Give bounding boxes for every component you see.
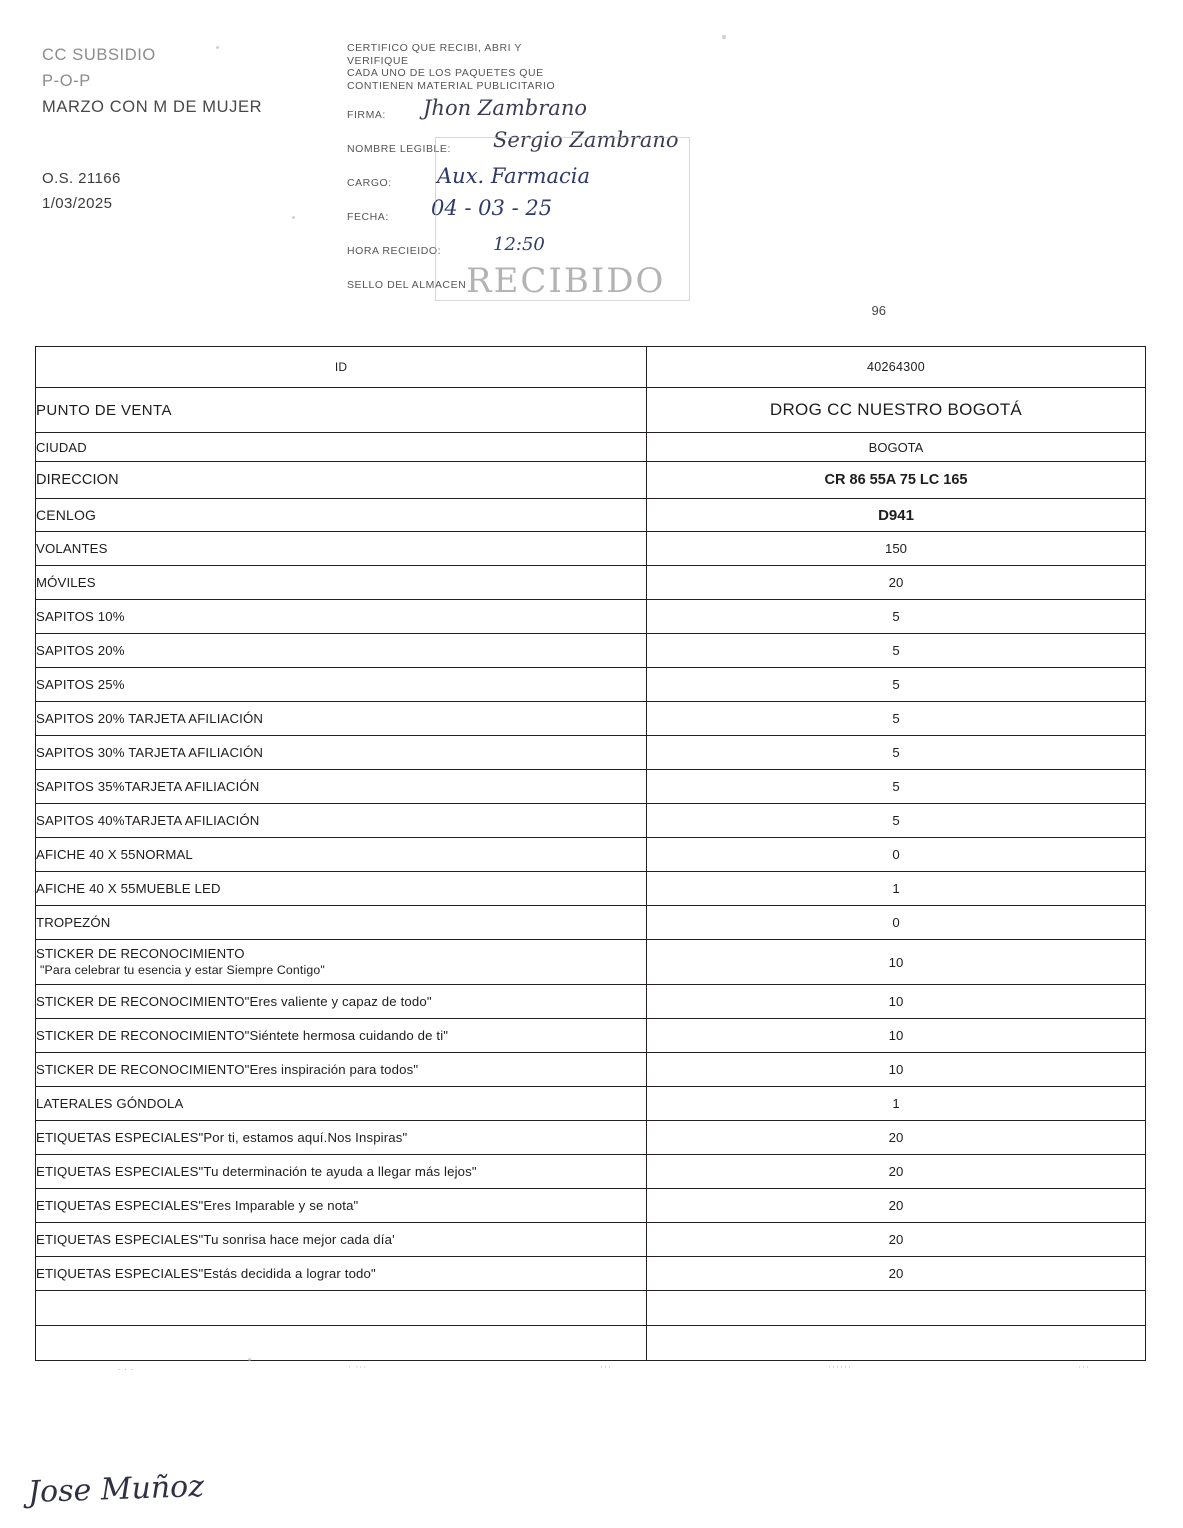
field-fecha-label: FECHA: [347,211,389,223]
table-row-label: STICKER DE RECONOCIMIENTO"Eres valiente y capaz de todo" [36,985,647,1019]
field-firma-label: FIRMA: [347,109,386,121]
table-row-label: AFICHE 40 X 55NORMAL [36,838,647,872]
field-cargo-value: Aux. Farmacia [437,164,591,188]
table-row-label: SAPITOS 25% [36,668,647,702]
table-row-label: ETIQUETAS ESPECIALES"Estás decidida a lograr todo" [36,1257,647,1291]
table-row-value: 10 [647,985,1146,1019]
scan-speck [722,35,726,39]
table-row-label: ETIQUETAS ESPECIALES"Por ti, estamos aquí.Nos Inspiras" [36,1121,647,1155]
table-row-label: LATERALES GÓNDOLA [36,1087,647,1121]
table-row-value: 5 [647,736,1146,770]
table-row [36,838,1146,872]
document-header-left [42,42,332,216]
table-row [36,804,1146,838]
table-row-label: SAPITOS 20% [36,634,647,668]
table-row [36,1189,1146,1223]
table-row-value: 20 [647,1121,1146,1155]
table-row-value: 20 [647,566,1146,600]
received-stamp: RECIBIDO [466,261,666,301]
table-row [36,532,1146,566]
table-row-label: AFICHE 40 X 55MUEBLE LED [36,872,647,906]
certification-statement [347,42,777,92]
table-row [36,433,1146,462]
table-row-value: 20 [647,1223,1146,1257]
table-row [36,1223,1146,1257]
table-row-label [36,1291,647,1326]
table-row [36,940,1146,985]
table-row-label: STICKER DE RECONOCIMIENTO"Eres inspiración para todos" [36,1053,647,1087]
table-row [36,1087,1146,1121]
table-row [36,499,1146,532]
table-row [36,985,1146,1019]
table-row-value: 5 [647,600,1146,634]
table-row-label: SAPITOS 30% TARJETA AFILIACIÓN [36,736,647,770]
table-row [36,906,1146,940]
field-nombre-legible-label: NOMBRE LEGIBLE: [347,143,451,155]
certification-statement-line-1: CERTIFICO QUE RECIBI, ABRI Y [347,42,522,54]
table-row-label: VOLANTES [36,532,647,566]
table-row-value: 1 [647,872,1146,906]
table-row-value: 5 [647,634,1146,668]
order-date: 1/03/2025 [42,195,113,212]
scan-speck [292,216,295,219]
table-row [36,770,1146,804]
table-row-value: 5 [647,702,1146,736]
material-table [35,346,1146,1361]
field-hora-recibido-label: HORA RECIEIDO: [347,245,442,257]
field-cargo-label: CARGO: [347,177,392,189]
table-row [36,566,1146,600]
field-firma-value: Jhon Zambrano [423,96,587,120]
scan-smudge: ··· [600,1362,612,1372]
certification-statement-line-3: CADA UNO DE LOS PAQUETES QUE [347,67,544,79]
table-row-label: CIUDAD [36,433,647,462]
bottom-signature: Jose Muñoz [27,1468,205,1511]
table-row [36,1155,1146,1189]
table-row-value: 10 [647,940,1146,985]
table-row-label: MÓVILES [36,566,647,600]
table-row [36,872,1146,906]
table-row-value: 40264300 [647,347,1146,388]
field-hora-recibido-value: 12:50 [493,234,545,255]
table-row [36,462,1146,499]
field-sello-almacen-label: SELLO DEL ALMACEN [347,279,467,291]
table-row-label [36,940,647,985]
scan-smudge: ··· [1078,1362,1090,1372]
table-row-value: 1 [647,1087,1146,1121]
scan-speck [216,46,219,49]
header-title-line-2: P-O-P [42,72,91,90]
table-row-label: SAPITOS 10% [36,600,647,634]
table-row-value: 150 [647,532,1146,566]
table-row-value: DROG CC NUESTRO BOGOTÁ [647,388,1146,433]
header-title-line-1: CC SUBSIDIO [42,46,156,64]
table-row-label: PUNTO DE VENTA [36,388,647,433]
table-row-value: 20 [647,1257,1146,1291]
table-row-value: 5 [647,770,1146,804]
certification-statement-line-2: VERIFIQUE [347,54,409,67]
table-row-value [647,1291,1146,1326]
table-row [36,1326,1146,1361]
table-row [36,1257,1146,1291]
table-row [36,668,1146,702]
order-number: O.S. 21166 [42,170,121,187]
table-row [36,1019,1146,1053]
table-row-value [647,1326,1146,1361]
table-row [36,1291,1146,1326]
header-title-line-3: MARZO CON M DE MUJER [42,98,263,116]
scan-smudge: ······ [828,1362,852,1372]
table-row-label: SAPITOS 20% TARJETA AFILIACIÓN [36,702,647,736]
table-row-value: BOGOTA [647,433,1146,462]
table-row-label: ETIQUETAS ESPECIALES"Tu sonrisa hace mejor cada día' [36,1223,647,1257]
scan-speck [248,1358,251,1361]
table-row-value: 5 [647,668,1146,702]
table-row-label: SAPITOS 35%TARJETA AFILIACIÓN [36,770,647,804]
table-row-label: ID [36,347,647,388]
page-number: 96 [871,303,886,318]
table-row-label: DIRECCION [36,462,647,499]
table-row-value: 20 [647,1155,1146,1189]
table-row-value: 10 [647,1053,1146,1087]
table-row-label: STICKER DE RECONOCIMIENTO"Siéntete hermosa cuidando de ti" [36,1019,647,1053]
field-nombre-legible-value: Sergio Zambrano [493,128,679,152]
table-row-value: D941 [647,499,1146,532]
table-row-value: CR 86 55A 75 LC 165 [647,462,1146,499]
table-row [36,347,1146,388]
table-row-value: 20 [647,1189,1146,1223]
table-row-label: TROPEZÓN [36,906,647,940]
scan-smudge: . . . [118,1362,135,1372]
table-row [36,1053,1146,1087]
table-row-value: 5 [647,804,1146,838]
table-row [36,388,1146,433]
table-row-value: 0 [647,906,1146,940]
table-row-label: ETIQUETAS ESPECIALES"Tu determinación te ayuda a llegar más lejos" [36,1155,647,1189]
table-row [36,1121,1146,1155]
table-row-label-line-2: "Para celebrar tu esencia y estar Siempre Contigo" [40,963,325,977]
scan-smudge: · ··· [348,1362,368,1372]
table-row [36,634,1146,668]
certification-statement-line-4: CONTIENEN MATERIAL PUBLICITARIO [347,79,556,92]
table-row-label: CENLOG [36,499,647,532]
table-row-value: 0 [647,838,1146,872]
table-row-label-line-1: STICKER DE RECONOCIMIENTO [36,946,245,961]
field-fecha-value: 04 - 03 - 25 [431,196,553,220]
table-row-value: 10 [647,1019,1146,1053]
order-info [42,166,332,216]
table-row-label: ETIQUETAS ESPECIALES"Eres Imparable y se nota" [36,1189,647,1223]
table-row [36,702,1146,736]
table-row [36,736,1146,770]
table-row-label: SAPITOS 40%TARJETA AFILIACIÓN [36,804,647,838]
table-row-label [36,1326,647,1361]
table-row [36,600,1146,634]
